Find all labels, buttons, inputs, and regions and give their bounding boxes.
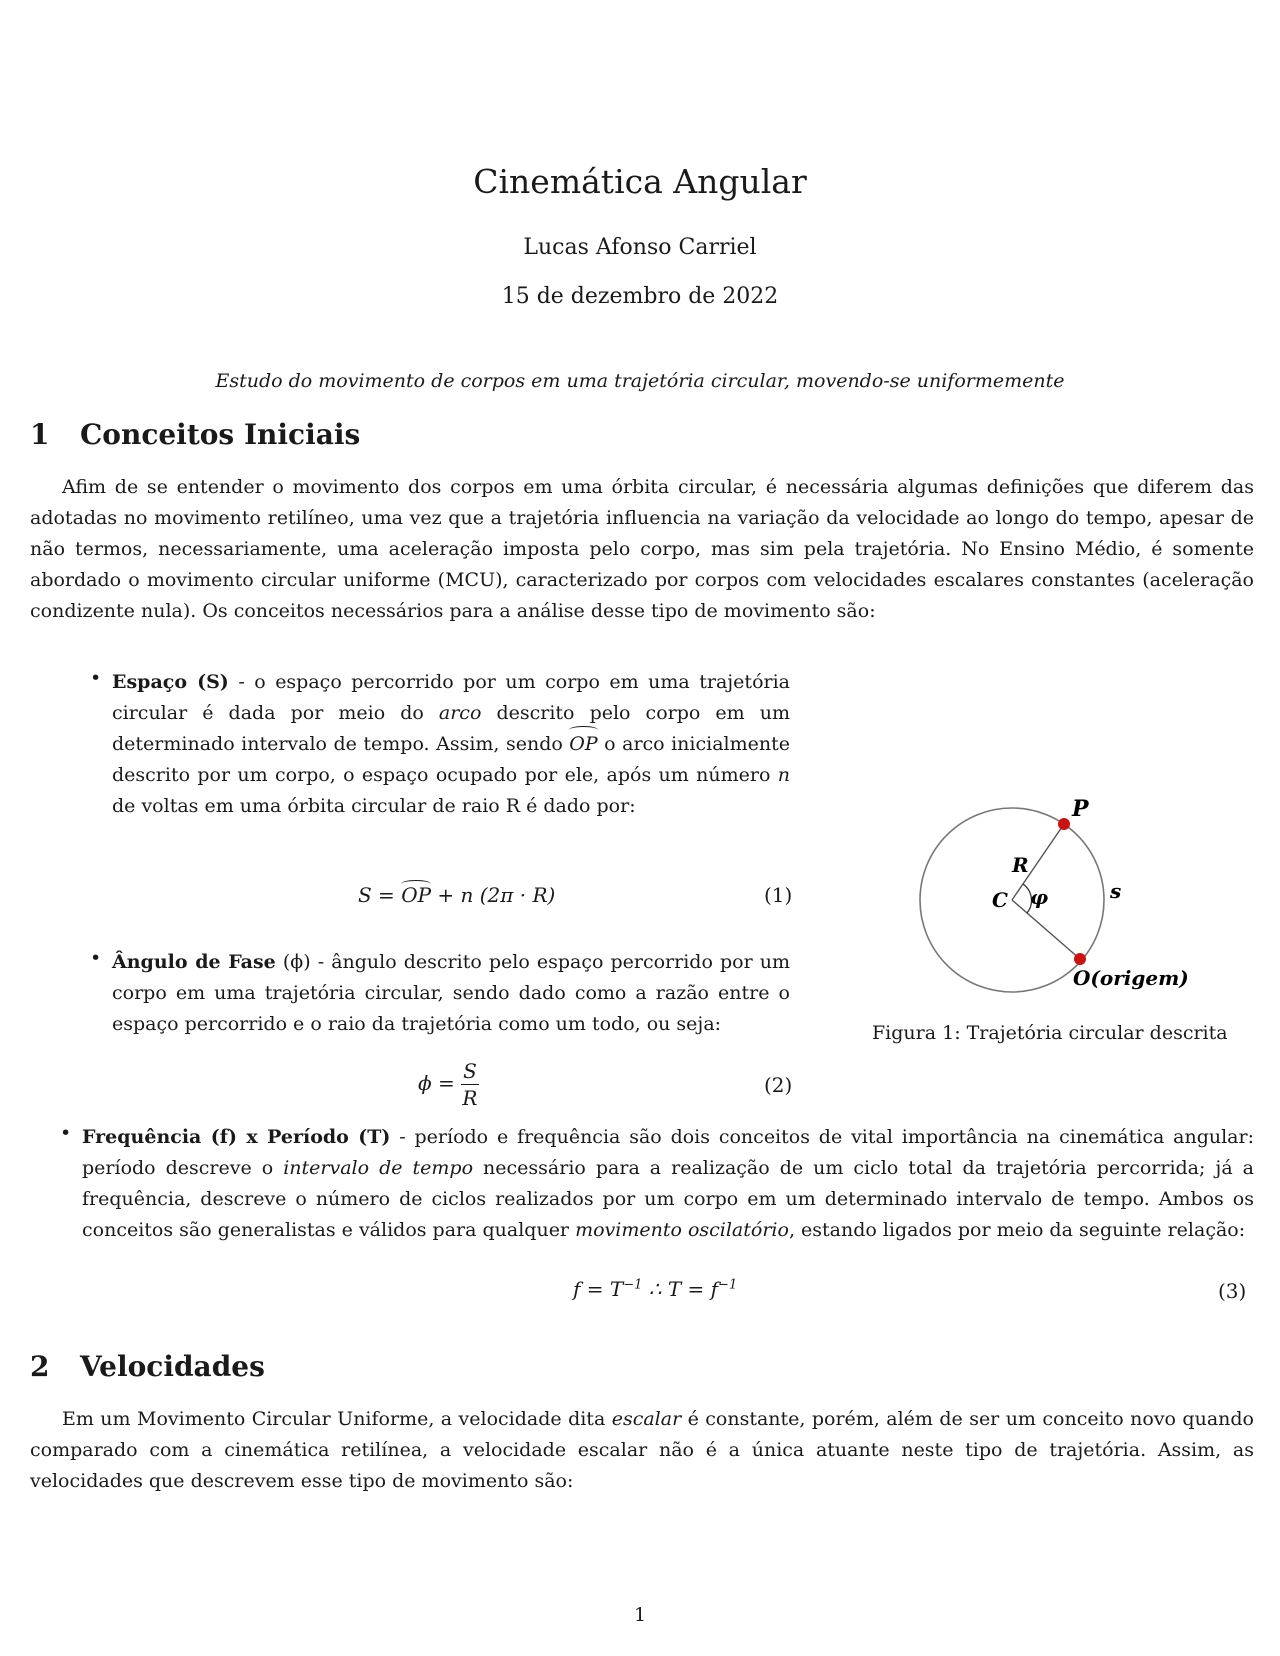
section-2-text-b: é constante, porém, além de ser um conceito novo quando comparado com a cinemática retilínea, a velocidade escalar não é a única atuante neste tipo de trajetória. Assim, as velocidades que descrevem esse tipo de movimento são: bbox=[30, 1408, 1254, 1492]
page-number: 1 bbox=[633, 1604, 647, 1626]
section-2-title: Velocidades bbox=[80, 1350, 265, 1383]
bullet-marker: • bbox=[90, 667, 102, 689]
bullet-espaco-text-c: o arco inicialmente descrito por um corpo, o espaço ocupado por ele, após um número bbox=[112, 733, 790, 786]
equation-1 bbox=[358, 883, 555, 907]
equation-3 bbox=[573, 1277, 737, 1301]
label-origem: O(origem) bbox=[1073, 966, 1189, 990]
bullet-freq-text-b: necessário para a realização de um ciclo total da trajetória percorrida; já a frequência, descreve o número de ciclos realizados por um corpo em um determinado intervalo de tempo. Ambos os conceitos são generalistas e válidos para qualquer bbox=[82, 1157, 1255, 1241]
var-n: n bbox=[777, 764, 790, 786]
bullet-espaco-text-b: descrito pelo corpo em um determinado intervalo de tempo. Assim, sendo bbox=[112, 702, 790, 755]
eq1-left: S = bbox=[358, 883, 402, 907]
bullet-angulo-fase bbox=[112, 947, 790, 1040]
label-r: R bbox=[1012, 853, 1029, 877]
figure-caption: Figura 1: Trajetória circular descrita bbox=[872, 1022, 1228, 1044]
label-p: P bbox=[1072, 796, 1089, 822]
phi-symbol: (ϕ) bbox=[282, 951, 311, 973]
bullet-marker: • bbox=[90, 947, 102, 969]
bullet-angulo-text: - ângulo descrito pelo espaço percorrido por um corpo em uma trajetória circular, sendo dado como a razão entre o espaço percorrido e o raio da trajetória como um todo, ou seja: bbox=[112, 951, 790, 1035]
term-arco: arco bbox=[438, 702, 482, 724]
section-1-paragraph: Afim de se entender o movimento dos corpos em uma órbita circular, é necessária algumas definições que diferem das adotadas no movimento retilíneo, uma vez que a trajetória influencia na variação da velocidade ao longo do tempo, apesar de não termos, necessariamente, uma aceleração imposta pelo corpo, mas sim pela trajetória. No Ensino Médio, é somente abordado o movimento circular uniforme (MCU), caracterizado por corpos com velocidades escalares constantes (aceleração condizente nula). Os conceitos necessários para a análise desse tipo de movimento são: bbox=[30, 476, 1254, 622]
eq3-sup1: −1 bbox=[623, 1277, 643, 1293]
bullet-espaco-text-d: de voltas em uma órbita circular de raio R é dado por: bbox=[112, 795, 636, 817]
term-escalar: escalar bbox=[611, 1408, 682, 1430]
eq3-sup2: −1 bbox=[718, 1277, 738, 1293]
abstract: Estudo do movimento de corpos em uma trajetória circular, movendo-se uniformemente bbox=[215, 370, 1065, 392]
bullet-marker: • bbox=[60, 1122, 72, 1144]
term-angulo-fase: Ângulo de Fase bbox=[112, 951, 276, 973]
equation-2 bbox=[418, 1058, 479, 1111]
eq3-part-a: f = T bbox=[573, 1277, 624, 1301]
section-2-number: 2 bbox=[30, 1350, 50, 1383]
term-frequencia-periodo: Frequência (f) x Período (T) bbox=[82, 1126, 391, 1148]
circular-trajectory-figure bbox=[900, 780, 1200, 1000]
bullet-frequencia-periodo bbox=[82, 1122, 1254, 1246]
eq2-numerator: S bbox=[463, 1059, 477, 1083]
eq1-arc-op: OP bbox=[401, 883, 432, 907]
section-1-number: 1 bbox=[30, 418, 50, 451]
equation-1-number: (1) bbox=[764, 883, 793, 907]
section-1-heading bbox=[30, 418, 360, 451]
term-espaco: Espaço (S) bbox=[112, 671, 229, 693]
point-p bbox=[1058, 818, 1070, 830]
label-c: C bbox=[992, 888, 1008, 912]
eq2-denominator: R bbox=[462, 1086, 478, 1110]
date: 15 de dezembro de 2022 bbox=[501, 284, 779, 309]
author: Lucas Afonso Carriel bbox=[523, 235, 757, 260]
bullet-freq-text-a: - período e frequência são dois conceitos de vital importância na cinemática angular: período descreve o bbox=[82, 1126, 1254, 1179]
label-phi: φ bbox=[1030, 885, 1049, 909]
equation-2-number: (2) bbox=[764, 1073, 793, 1097]
arc-op-symbol: OP bbox=[569, 729, 597, 760]
eq3-part-b: ∴ T = f bbox=[642, 1277, 719, 1301]
bullet-freq-text-c: , estando ligados por meio da seguinte relação: bbox=[788, 1219, 1246, 1241]
section-2-text-a: Em um Movimento Circular Uniforme, a velocidade dita bbox=[62, 1408, 612, 1430]
term-intervalo-tempo: intervalo de tempo bbox=[283, 1157, 474, 1179]
eq2-left: ϕ = bbox=[418, 1071, 462, 1095]
bullet-espaco-text-a: - o espaço percorrido por um corpo em uma trajetória circular é dada por meio do bbox=[112, 671, 790, 724]
section-1-title: Conceitos Iniciais bbox=[80, 418, 361, 451]
section-2-paragraph bbox=[30, 1404, 1254, 1497]
bullet-espaco bbox=[112, 667, 790, 822]
eq1-right: + n (2π · R) bbox=[431, 883, 556, 907]
section-2-heading bbox=[30, 1350, 265, 1383]
equation-3-number: (3) bbox=[1218, 1279, 1247, 1303]
label-s: s bbox=[1110, 879, 1122, 903]
eq2-fraction bbox=[461, 1058, 479, 1111]
point-o bbox=[1074, 953, 1086, 965]
paper-title: Cinemática Angular bbox=[473, 162, 807, 201]
term-movimento-oscilatorio: movimento oscilatório bbox=[575, 1219, 789, 1241]
